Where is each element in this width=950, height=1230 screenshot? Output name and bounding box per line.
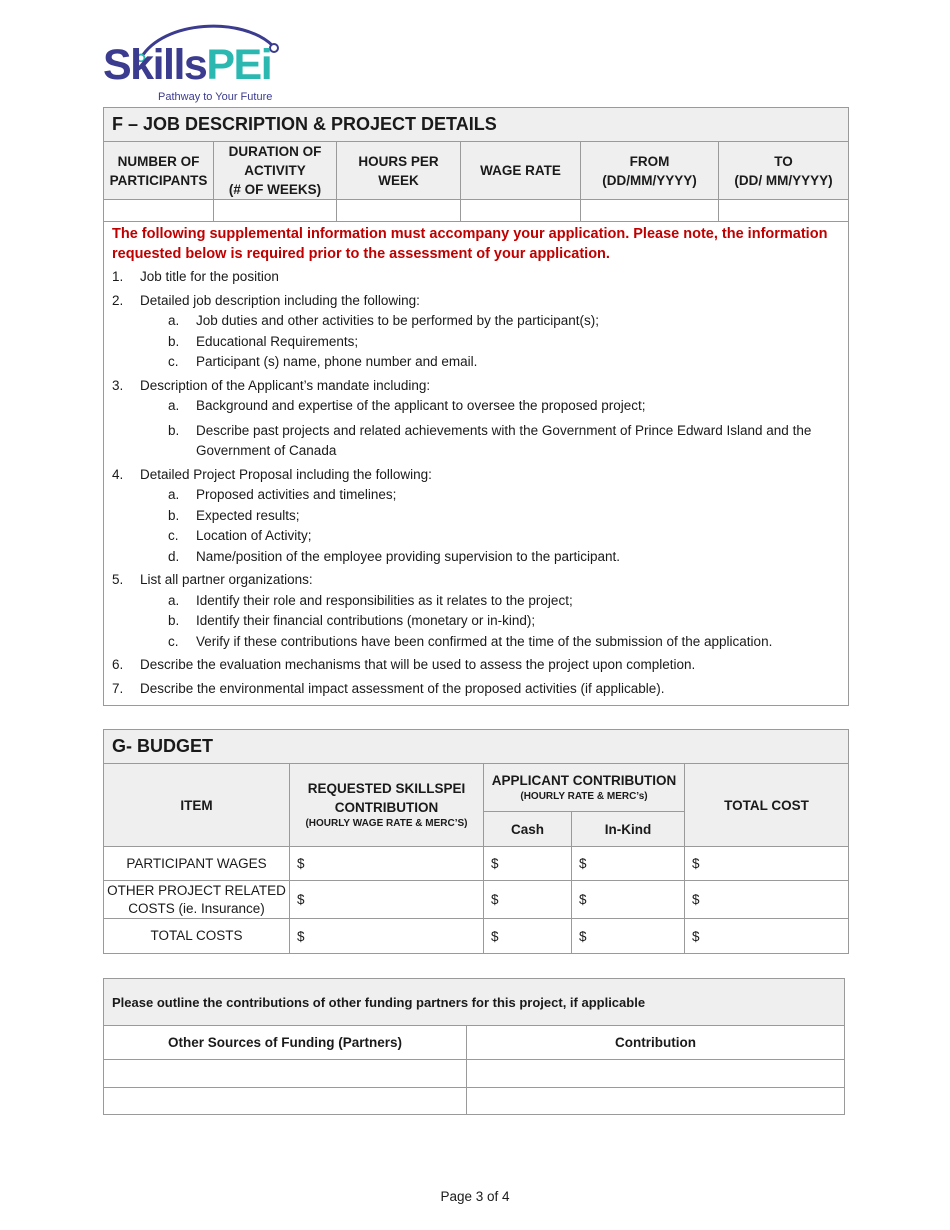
- requirement-item: [112, 267, 840, 288]
- subitem-text: Identify their role and responsibilities as it relates to the project;: [196, 592, 573, 608]
- requirement-subitem: [112, 611, 840, 632]
- col-applicant-contribution: APPLICANT CONTRIBUTION (HOURLY RATE & MERC’s): [484, 764, 685, 812]
- subitem-text: Proposed activities and timelines;: [196, 487, 397, 502]
- subitem-letter: a.: [168, 592, 180, 608]
- supplemental-info-cell: [104, 222, 849, 706]
- cash-amount-cell[interactable]: $: [484, 847, 572, 881]
- duration-input-cell[interactable]: [214, 200, 337, 222]
- subitem-letter: a.: [168, 313, 180, 328]
- partners-question: Please outline the contributions of other funding partners for this project, if applicable: [104, 979, 845, 1026]
- col-to-date: TO (DD/ MM/YYYY): [719, 142, 849, 200]
- requirement-number: 2.: [112, 292, 124, 308]
- logo-pei-text: PEi: [206, 41, 272, 89]
- col-contribution: Contribution: [467, 1026, 845, 1060]
- requirement-subitem: [112, 632, 840, 653]
- logo-skills-text: Skills: [103, 41, 207, 89]
- col-cash: Cash: [484, 812, 572, 847]
- requirement-number: 5.: [112, 572, 124, 587]
- subitem-text: Background and expertise of the applicant to oversee the proposed project;: [196, 398, 646, 413]
- budget-row-label: TOTAL COSTS: [104, 919, 290, 954]
- subitem-text: Participant (s) name, phone number and email.: [196, 354, 478, 369]
- subitem-letter: c.: [168, 354, 179, 369]
- subitem-text: Describe past projects and related achievements with the Government of Prince Edward Island and the Government of Canada: [196, 422, 812, 458]
- requested-amount-cell[interactable]: $: [290, 919, 484, 954]
- in-kind-amount-cell[interactable]: $: [572, 919, 685, 954]
- in-kind-amount-cell[interactable]: $: [572, 847, 685, 881]
- total-amount-cell[interactable]: $: [685, 847, 849, 881]
- in-kind-amount-cell[interactable]: $: [572, 881, 685, 919]
- requirement-item: [112, 570, 840, 591]
- logo-tagline: Pathway to Your Future: [158, 91, 273, 103]
- requirement-number: 3.: [112, 377, 124, 393]
- subitem-letter: a.: [168, 487, 180, 502]
- requirement-subitem: [112, 591, 840, 612]
- subitem-text: Name/position of the employee providing supervision to the participant.: [196, 548, 620, 564]
- requested-amount-cell[interactable]: $: [290, 847, 484, 881]
- section-f-title: F – JOB DESCRIPTION & PROJECT DETAILS: [104, 108, 849, 142]
- total-amount-cell[interactable]: $: [685, 881, 849, 919]
- subitem-text: Identify their financial contributions (monetary or in-kind);: [196, 613, 536, 628]
- requested-amount-cell[interactable]: $: [290, 881, 484, 919]
- col-item: ITEM: [104, 764, 290, 847]
- requirement-item: [112, 376, 840, 397]
- subitem-text: Job duties and other activities to be performed by the participant(s);: [196, 313, 599, 328]
- section-g-title: G- BUDGET: [104, 730, 849, 764]
- subitem-text: Verify if these contributions have been confirmed at the time of the submission of the application.: [196, 633, 773, 649]
- requirement-item: [112, 679, 840, 700]
- subitem-letter: b.: [168, 333, 180, 349]
- subitem-letter: c.: [168, 633, 179, 649]
- logo-wordmark: [103, 41, 272, 89]
- col-number-of-participants: NUMBER OF PARTICIPANTS: [104, 142, 214, 200]
- page-number: Page 3 of 4: [440, 1189, 510, 1204]
- funding-partners-table: [103, 978, 845, 1115]
- requirement-number: 1.: [112, 269, 124, 284]
- requirement-text: Detailed job description including the following:: [140, 292, 420, 308]
- budget-row: [104, 881, 849, 919]
- subitem-letter: b.: [168, 422, 180, 438]
- requirement-text: Describe the evaluation mechanisms that will be used to assess the project upon completion.: [140, 657, 696, 672]
- col-hours-per-week: HOURS PER WEEK: [337, 142, 461, 200]
- subitem-text: Location of Activity;: [196, 528, 312, 543]
- requirement-subitem: [112, 526, 840, 547]
- wage-input-cell[interactable]: [461, 200, 581, 222]
- cash-amount-cell[interactable]: $: [484, 881, 572, 919]
- subitem-text: Educational Requirements;: [196, 333, 359, 349]
- requirement-number: 6.: [112, 657, 124, 672]
- requirement-subitem: [112, 506, 840, 527]
- partner-contribution-input[interactable]: [467, 1088, 845, 1115]
- requirement-text: Describe the environmental impact assessment of the proposed activities (if applicable).: [140, 680, 665, 696]
- subitem-letter: c.: [168, 528, 179, 543]
- col-in-kind: In-Kind: [572, 812, 685, 847]
- requirement-number: 7.: [112, 680, 124, 696]
- requirement-number: 4.: [112, 466, 124, 482]
- subitem-letter: a.: [168, 398, 180, 413]
- participants-input-cell[interactable]: [104, 200, 214, 222]
- budget-row-label: OTHER PROJECT RELATED COSTS (ie. Insurance): [104, 881, 290, 919]
- subitem-letter: d.: [168, 548, 180, 564]
- budget-row: [104, 919, 849, 954]
- requirement-subitem: [112, 421, 840, 462]
- col-other-sources: Other Sources of Funding (Partners): [104, 1026, 467, 1060]
- requirement-subitem: [112, 352, 840, 373]
- budget-row-label: PARTICIPANT WAGES: [104, 847, 290, 881]
- col-from-date: FROM (DD/MM/YYYY): [581, 142, 719, 200]
- requirement-subitem: [112, 311, 840, 332]
- hours-input-cell[interactable]: [337, 200, 461, 222]
- requirement-text: Job title for the position: [140, 269, 279, 284]
- budget-row: [104, 847, 849, 881]
- requirement-subitem: [112, 332, 840, 353]
- supplemental-note: The following supplemental information must accompany your application. Please note, the information requested below is required prior to the assessment of your application.: [112, 226, 828, 262]
- requirement-subitem: [112, 396, 840, 417]
- requirement-subitem: [112, 547, 840, 568]
- requirement-item: [112, 465, 840, 486]
- subitem-text: Expected results;: [196, 507, 300, 523]
- skillspei-logo: [103, 22, 283, 106]
- total-amount-cell[interactable]: $: [685, 919, 849, 954]
- requirement-subitem: [112, 485, 840, 506]
- budget-rows: [104, 847, 849, 954]
- requirement-item: [112, 291, 840, 312]
- col-wage-rate: WAGE RATE: [461, 142, 581, 200]
- to-date-input-cell[interactable]: [719, 200, 849, 222]
- from-date-input-cell[interactable]: [581, 200, 719, 222]
- col-duration-of-activity: DURATION OF ACTIVITY (# OF WEEKS): [214, 142, 337, 200]
- requirement-item: [112, 655, 840, 676]
- col-total-cost: TOTAL COST: [685, 764, 849, 847]
- requirement-text: List all partner organizations:: [140, 572, 313, 587]
- requirement-text: Description of the Applicant’s mandate including:: [140, 377, 431, 393]
- partner-contribution-input[interactable]: [467, 1060, 845, 1088]
- partner-source-input[interactable]: [104, 1088, 467, 1115]
- subitem-letter: b.: [168, 507, 180, 523]
- col-requested-contribution: REQUESTED SKILLSPEI CONTRIBUTION (HOURLY WAGE RATE & MERC’S): [290, 764, 484, 847]
- budget-table: [103, 729, 849, 954]
- job-description-table: [103, 107, 849, 706]
- requirements-list: [112, 267, 840, 699]
- cash-amount-cell[interactable]: $: [484, 919, 572, 954]
- requirement-text: Detailed Project Proposal including the following:: [140, 466, 432, 482]
- partner-source-input[interactable]: [104, 1060, 467, 1088]
- subitem-letter: b.: [168, 613, 180, 628]
